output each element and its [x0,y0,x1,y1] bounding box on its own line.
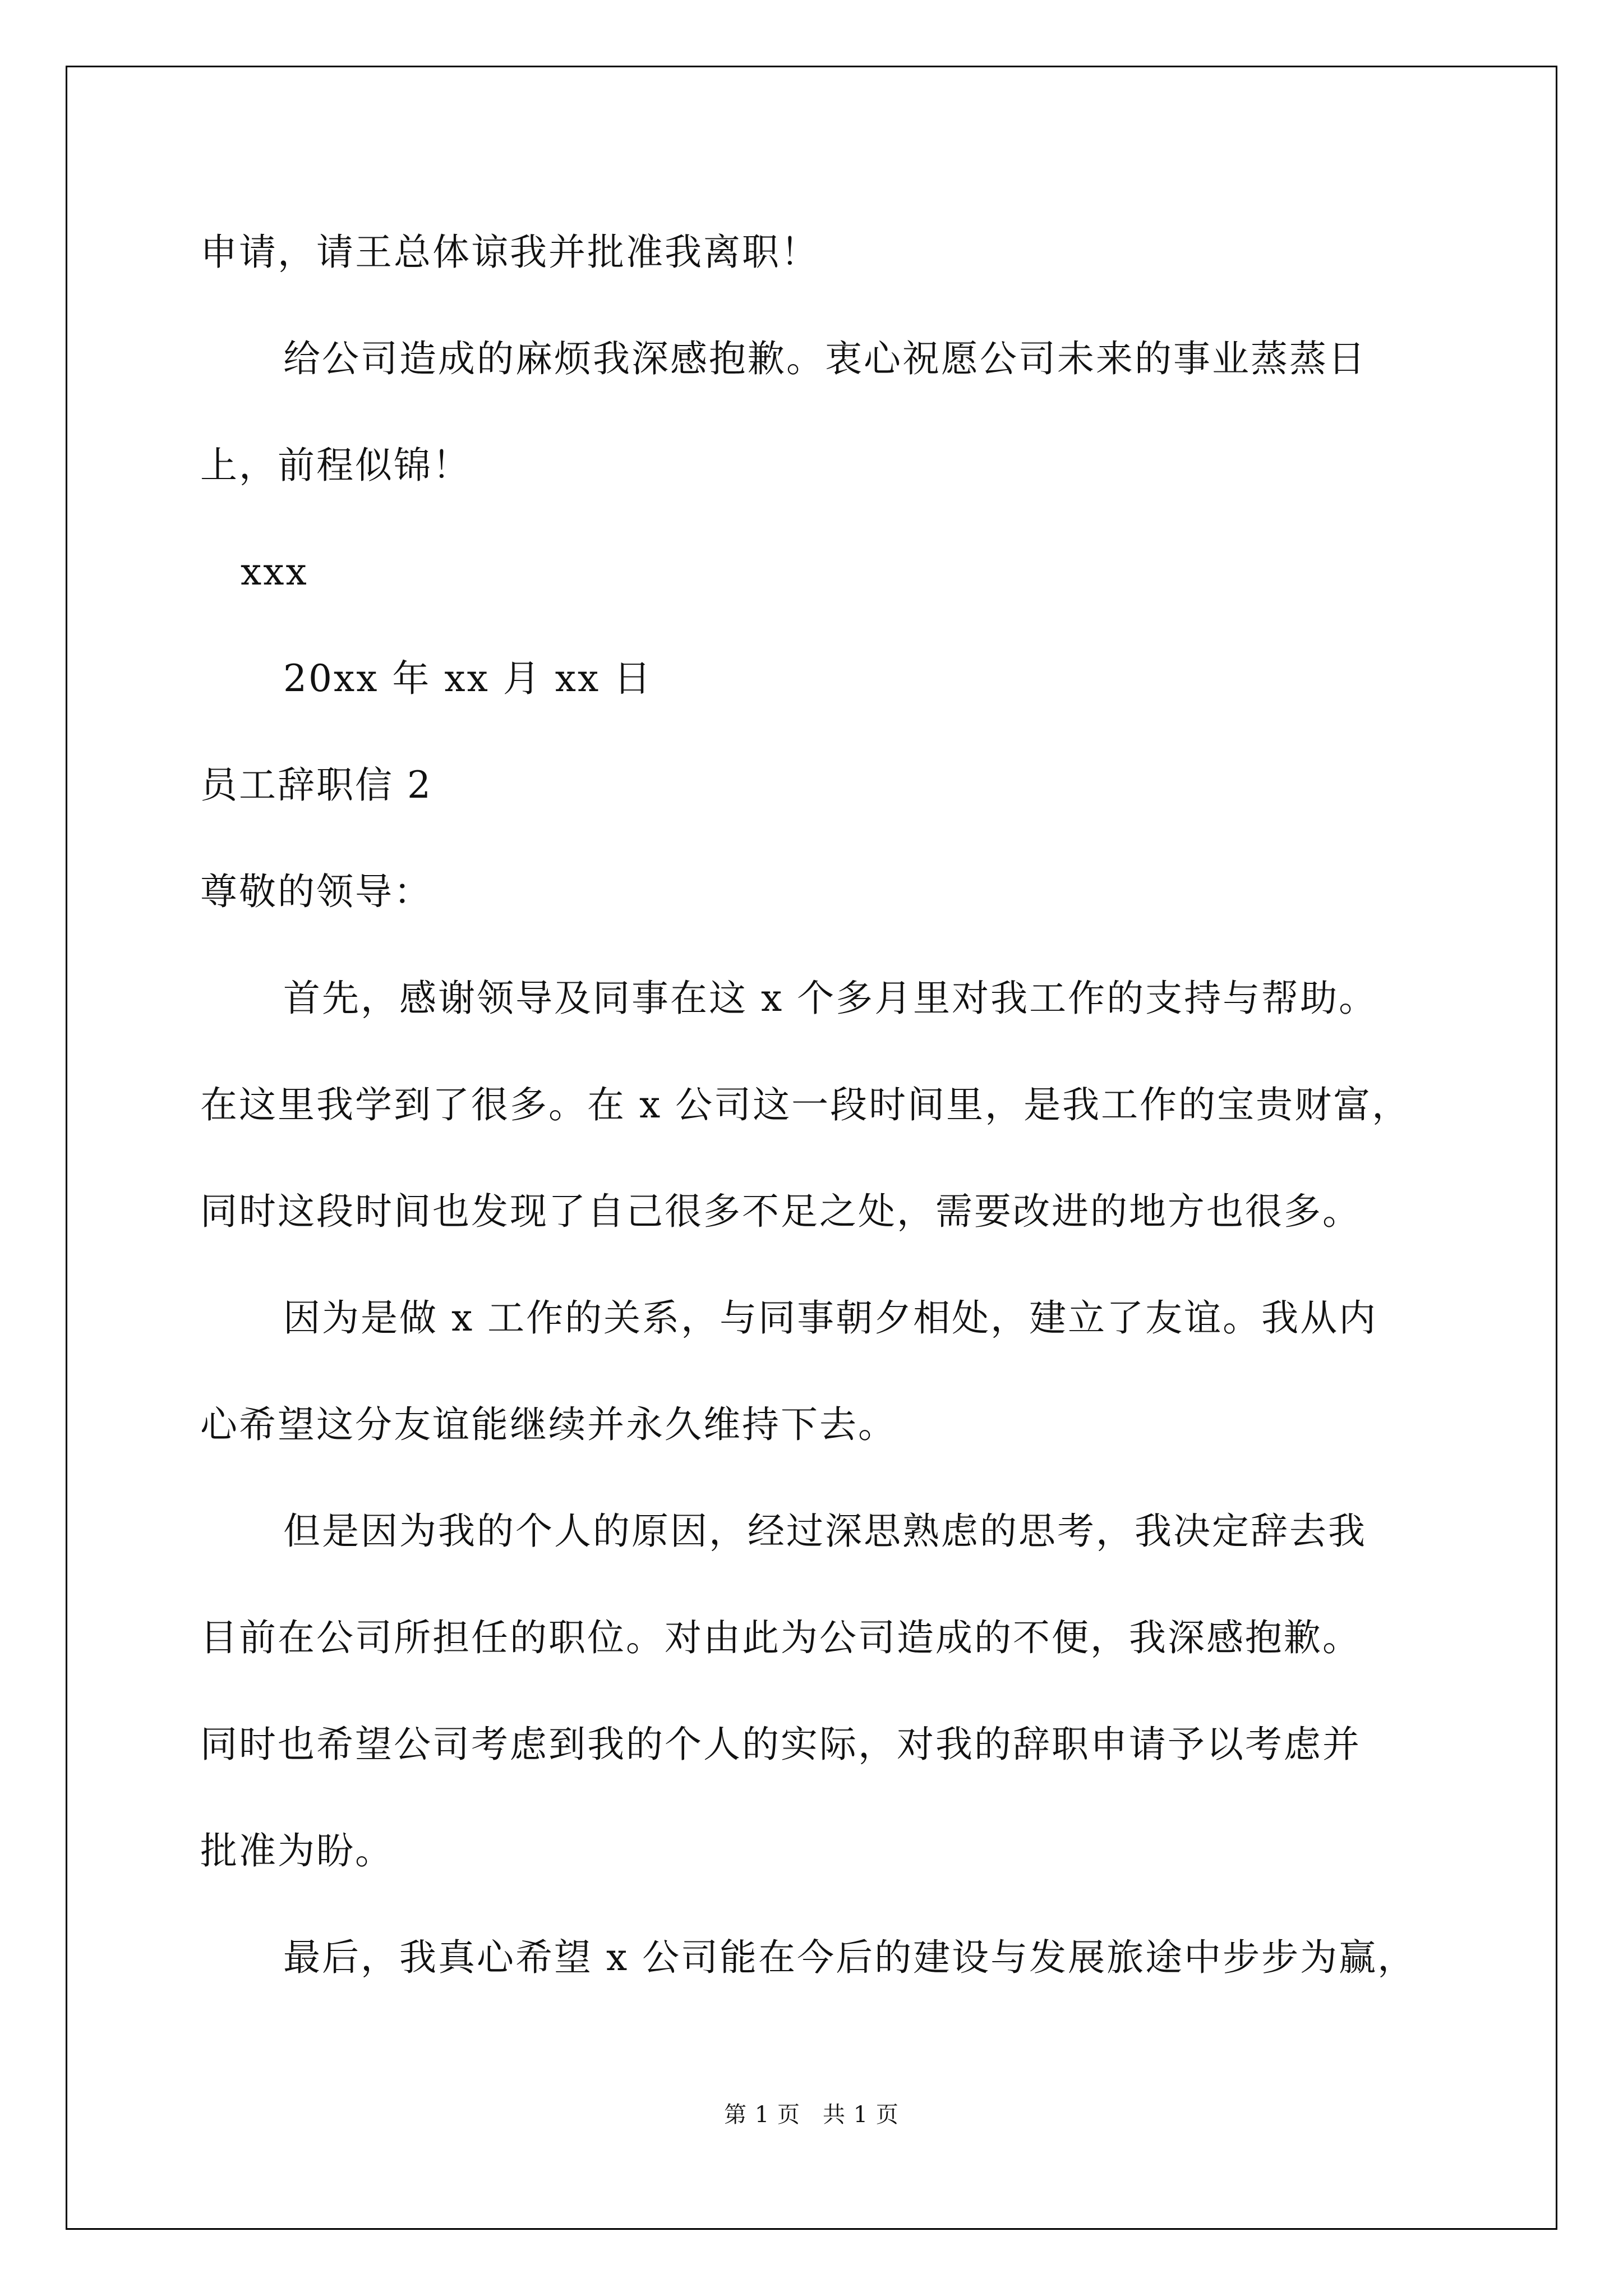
page-total: 共 1 页 [823,2102,899,2128]
signature-name: xxx [241,550,308,593]
salutation: 尊敬的领导： [200,870,432,913]
text-line: 同时也希望公司考虑到我的个人的实际，对我的辞职申请予以考虑并 [200,1723,1361,1766]
text-line: 申请，请王总体谅我并批准我离职！ [200,231,819,274]
text-line: 在这里我学到了很多。在 x 公司这一段时间里，是我工作的宝贵财富， [200,1083,1411,1126]
page-number: 第 1 页 [724,2102,800,2128]
text-line: 因为是做 x 工作的关系，与同事朝夕相处，建立了友谊。我从内 [283,1296,1378,1340]
signature-date: 20xx 年 xx 月 xx 日 [283,657,653,700]
page-border [66,66,1557,2230]
text-line: 给公司造成的麻烦我深感抱歉。衷心祝愿公司未来的事业蒸蒸日 [283,337,1367,380]
text-line: 最后，我真心希望 x 公司能在今后的建设与发展旅途中步步为赢， [283,1936,1417,1979]
text-line: 首先，感谢领导及同事在这 x 个多月里对我工作的支持与帮助。 [283,977,1378,1020]
text-line: 目前在公司所担任的职位。对由此为公司造成的不便，我深感抱歉。 [200,1616,1361,1659]
text-line: 同时这段时间也发现了自己很多不足之处，需要改进的地方也很多。 [200,1190,1361,1233]
text-line: 批准为盼。 [200,1829,394,1872]
text-line: 但是因为我的个人的原因，经过深思熟虑的思考，我决定辞去我 [283,1510,1367,1553]
text-line: 心希望这分友谊能继续并永久维持下去。 [200,1403,897,1446]
page-footer [0,2101,1623,2129]
text-line: 上，前程似锦！ [200,444,471,487]
section-title: 员工辞职信 2 [200,763,432,807]
